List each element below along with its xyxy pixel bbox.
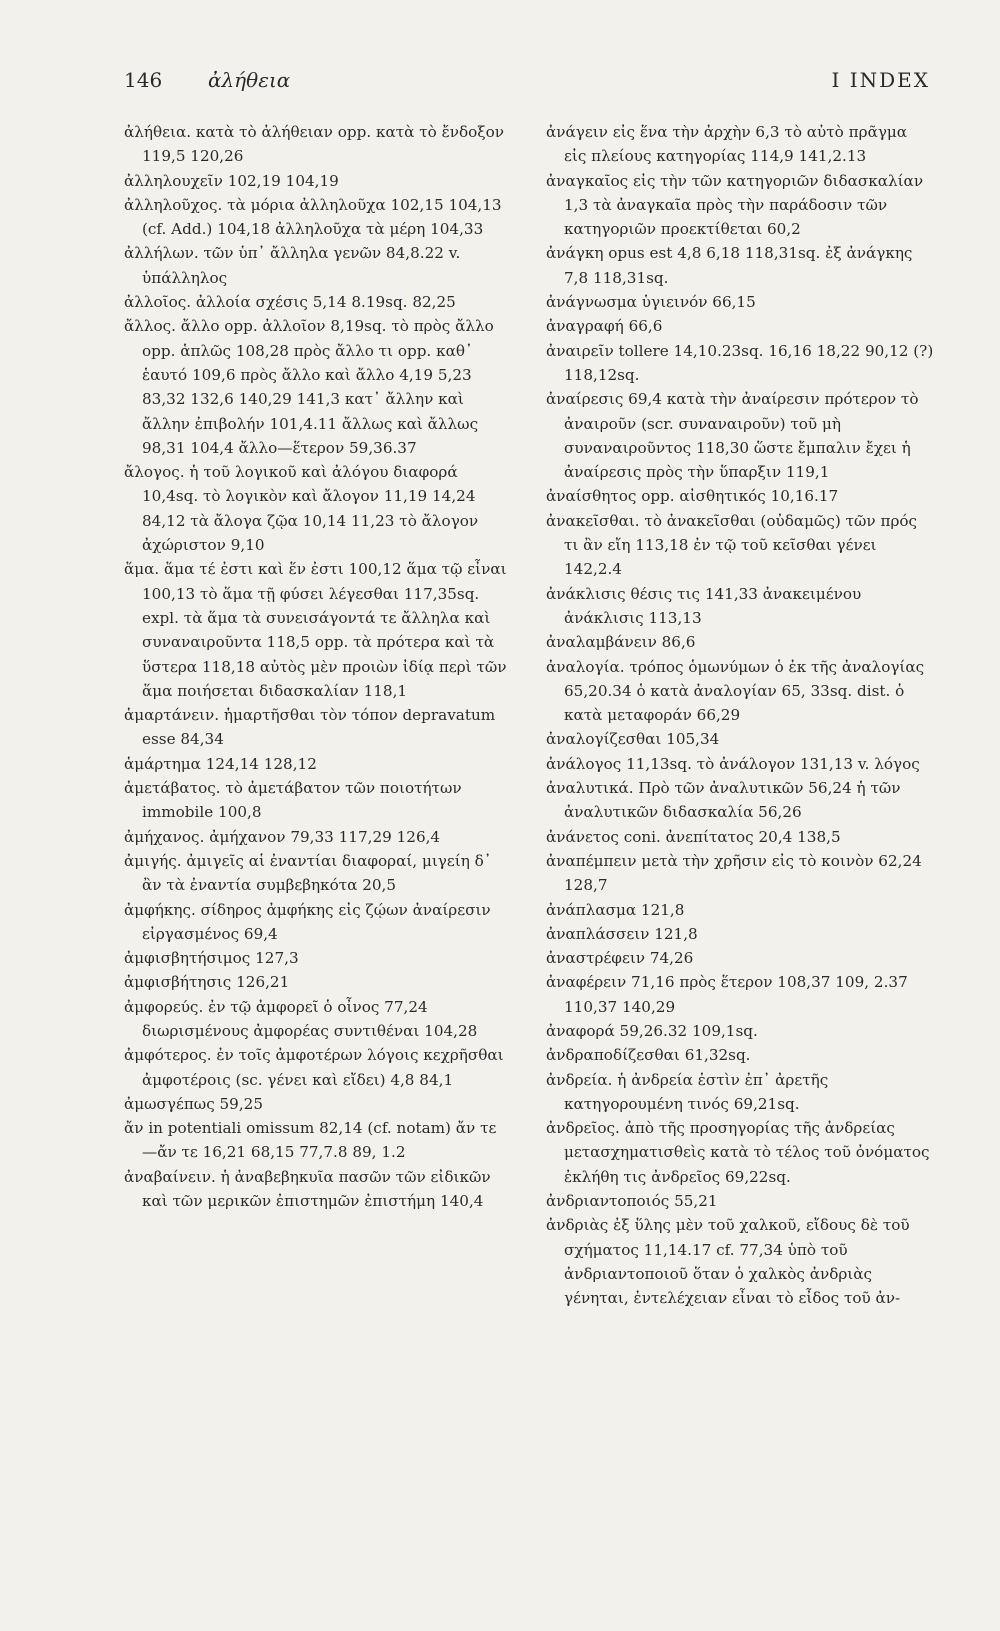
- right-column: [546, 120, 934, 1311]
- index-entry: ἀναβαίνειν. ἡ ἀναβεβηκυῖα πασῶν τῶν εἰδικῶν καὶ τῶν μερικῶν ἐπιστημῶν ἐπιστήμη 140,4: [124, 1167, 491, 1211]
- page-number: 146: [124, 68, 163, 92]
- running-headword: ἀλήθεια: [208, 68, 291, 92]
- index-entry: ἀνδρεῖος. ἀπὸ τῆς προσηγορίας τῆς ἀνδρείας μετασχηματισθεὶς κατὰ τὸ τέλος τοῦ ὀνόματος ἐκλήθη τις ἀνδρεῖος 69,22sq.: [546, 1119, 930, 1186]
- index-entry: ἀνακεῖσθαι. τὸ ἀνακεῖσθαι (οὐδαμῶς) τῶν πρός τι ἂν εἴη 113,18 ἐν τῷ τοῦ κεῖσθαι γένει 142,2.4: [546, 511, 918, 579]
- index-entry: ἁμάρτημα 124,14 128,12: [124, 754, 317, 773]
- page-header: [124, 68, 930, 98]
- index-entry: ἀμήχανος. ἀμήχανον 79,33 117,29 126,4: [124, 827, 441, 846]
- index-entry: ἀνδραποδίζεσθαι 61,32sq.: [546, 1046, 751, 1065]
- index-entry: ἁμαρτάνειν. ἡμαρτῆσθαι τὸν τόπον depravatum esse 84,34: [124, 706, 496, 749]
- index-entry: ἀναλυτικά. Πρὸ τῶν ἀναλυτικῶν 56,24 ἡ τῶν ἀναλυτικῶν διδασκαλία 56,26: [546, 779, 901, 822]
- index-entry: ἀλληλουχεῖν 102,19 104,19: [124, 171, 339, 190]
- index-entry: ἀμφορεύς. ἐν τῷ ἀμφορεῖ ὁ οἶνος 77,24 διωρισμένους ἀμφορέας συντιθέναι 104,28: [124, 997, 478, 1040]
- index-entry: ἀναίσθητος opp. αἰσθητικός 10,16.17: [546, 487, 839, 506]
- index-entry: ἀναπλάσσειν 121,8: [546, 924, 698, 943]
- index-entry: ἀλήθεια. κατὰ τὸ ἀλήθειαν opp. κατὰ τὸ ἔνδοξον 119,5 120,26: [124, 123, 504, 166]
- index-entry: ἀλλήλων. τῶν ὑπ᾽ ἄλληλα γενῶν 84,8.22 v. ὑπάλληλος: [124, 244, 461, 287]
- index-entry: ἀνάλογος 11,13sq. τὸ ἀνάλογον 131,13 v. λόγος: [546, 754, 920, 773]
- index-entry: ἀμωσγέπως 59,25: [124, 1094, 264, 1113]
- index-entry: ἀναφορά 59,26.32 109,1sq.: [546, 1021, 758, 1040]
- index-entry: ἀναπέμπειν μετὰ τὴν χρῆσιν εἰς τὸ κοινὸν 62,24 128,7: [546, 851, 922, 895]
- index-entry: ἄλλος. ἄλλο opp. ἀλλοῖον 8,19sq. τὸ πρὸς ἄλλο opp. ἁπλῶς 108,28 πρὸς ἄλλο τι opp. καθ᾽ ἑαυτό 109,6 πρὸς ἄλλο καὶ ἄλλο 4,19 5,23 83,32 132,6 140,29 141,3 κατ᾽ ἄλλην καὶ ἄλλην ἐπιβολήν 101,4.11 ἄλλως καὶ ἄλλως 98,31 104,4 ἄλλο—ἕτερον 59,36.37: [124, 317, 494, 457]
- index-entry: ἀνάγκη opus est 4,8 6,18 118,31sq. ἐξ ἀνάγκης 7,8 118,31sq.: [546, 244, 913, 287]
- index-entry: ἀναιρεῖν tollere 14,10.23sq. 16,16 18,22 90,12 (?) 118,12sq.: [546, 341, 934, 384]
- index-entry: ἀμετάβατος. τὸ ἀμετάβατον τῶν ποιοτήτων immobile 100,8: [124, 779, 462, 822]
- index-title: I INDEX: [831, 68, 930, 92]
- index-entry: ἀνάπλασμα 121,8: [546, 900, 685, 919]
- left-column: [124, 120, 510, 1213]
- index-entry: ἀλληλοῦχος. τὰ μόρια ἀλληλοῦχα 102,15 104,13 (cf. Add.) 104,18 ἀλληλοῦχα τὰ μέρη 104,33: [124, 195, 502, 239]
- index-entry: ἀμφότερος. ἐν τοῖς ἀμφοτέρων λόγοις κεχρῆσθαι ἀμφοτέροις (sc. γένει καὶ εἴδει) 4,8 84,1: [124, 1046, 504, 1089]
- index-entry: ἀνάγειν εἰς ἕνα τὴν ἀρχὴν 6,3 τὸ αὐτὸ πρᾶγμα εἰς πλείους κατηγορίας 114,9 141,2.13: [546, 123, 908, 166]
- index-entry: ἀνάνετος coni. ἀνεπίτατος 20,4 138,5: [546, 827, 841, 846]
- index-entry: ἀναφέρειν 71,16 πρὸς ἕτερον 108,37 109, 2.37 110,37 140,29: [546, 973, 908, 1016]
- index-entry: ἅμα. ἅμα τέ ἐστι καὶ ἕν ἐστι 100,12 ἅμα τῷ εἶναι 100,13 τὸ ἅμα τῇ φύσει λέγεσθαι 117,35sq. expl. τὰ ἅμα τὰ συνεισάγοντά τε ἄλληλα καὶ συναναιροῦντα 118,5 opp. τὰ πρότερα καὶ τὰ ὕστερα 118,18 αὐτὸς μὲν προιὼν ἰδίᾳ περὶ τῶν ἅμα ποιήσεται διδασκαλίαν 118,1: [124, 560, 507, 700]
- index-entry: ἀναλογίζεσθαι 105,34: [546, 730, 720, 749]
- index-entry: ἀνάγνωσμα ὑγιεινόν 66,15: [546, 293, 756, 312]
- index-entry: ἀναστρέφειν 74,26: [546, 949, 694, 968]
- index-entry: ἀνδριαντοποιός 55,21: [546, 1192, 718, 1211]
- index-entry: ἀνάκλισις θέσις τις 141,33 ἀνακειμένου ἀνάκλισις 113,13: [546, 584, 862, 627]
- index-entry: ἀμιγής. ἀμιγεῖς αἱ ἐναντίαι διαφοραί, μιγείη δ᾽ ἂν τὰ ἐναντία συμβεβηκότα 20,5: [124, 851, 492, 895]
- index-entry: ἀναγκαῖος εἰς τὴν τῶν κατηγοριῶν διδασκαλίαν 1,3 τὰ ἀναγκαῖα πρὸς τὴν παράδοσιν τῶν κατηγοριῶν προεκτίθεται 60,2: [546, 171, 924, 239]
- index-entry: ἀναγραφή 66,6: [546, 317, 663, 336]
- index-entry: ἀνδρεία. ἡ ἀνδρεία ἐστὶν ἐπ᾽ ἀρετῆς κατηγορουμένη τινός 69,21sq.: [546, 1070, 829, 1113]
- index-entry: ἀμφισβήτησις 126,21: [124, 973, 290, 992]
- index-entry: ἀμφήκης. σίδηρος ἀμφήκης εἰς ζῴων ἀναίρεσιν εἰργασμένος 69,4: [124, 900, 491, 943]
- index-entry: ἀναλογία. τρόπος ὁμωνύμων ὁ ἐκ τῆς ἀναλογίας 65,20.34 ὁ κατὰ ἀναλογίαν 65, 33sq. dist. ὁ κατὰ μεταφοράν 66,29: [546, 657, 925, 725]
- index-entry: ἀμφισβητήσιμος 127,3: [124, 949, 299, 968]
- index-entry: ἄν in potentiali omissum 82,14 (cf. notam) ἄν τε—ἄν τε 16,21 68,15 77,7.8 89, 1.2: [124, 1119, 497, 1162]
- index-entry: ἀναίρεσις 69,4 κατὰ τὴν ἀναίρεσιν πρότερον τὸ ἀναιροῦν (scr. συναναιροῦν) τοῦ μὴ συναναιροῦντος 118,30 ὥστε ἔμπαλιν ἔχει ἡ ἀναίρεσις πρὸς τὴν ὕπαρξιν 119,1: [546, 390, 919, 482]
- index-entry: ἀλλοῖος. ἀλλοία σχέσις 5,14 8.19sq. 82,25: [124, 293, 456, 312]
- index-entry: ἀναλαμβάνειν 86,6: [546, 633, 696, 652]
- index-entry: ἀνδριὰς ἐξ ὕλης μὲν τοῦ χαλκοῦ, εἴδους δὲ τοῦ σχήματος 11,14.17 cf. 77,34 ὑπὸ τοῦ ἀνδριαντοποιοῦ ὅταν ὁ χαλκὸς ἀνδριὰς γένηται, ἐντελέχειαν εἶναι τὸ εἶδος τοῦ ἀν-: [546, 1216, 910, 1308]
- index-entry: ἄλογος. ἡ τοῦ λογικοῦ καὶ ἀλόγου διαφορά 10,4sq. τὸ λογικὸν καὶ ἄλογον 11,19 14,24 84,12 τὰ ἄλογα ζῷα 10,14 11,23 τὸ ἄλογον ἀχώριστον 9,10: [124, 463, 479, 555]
